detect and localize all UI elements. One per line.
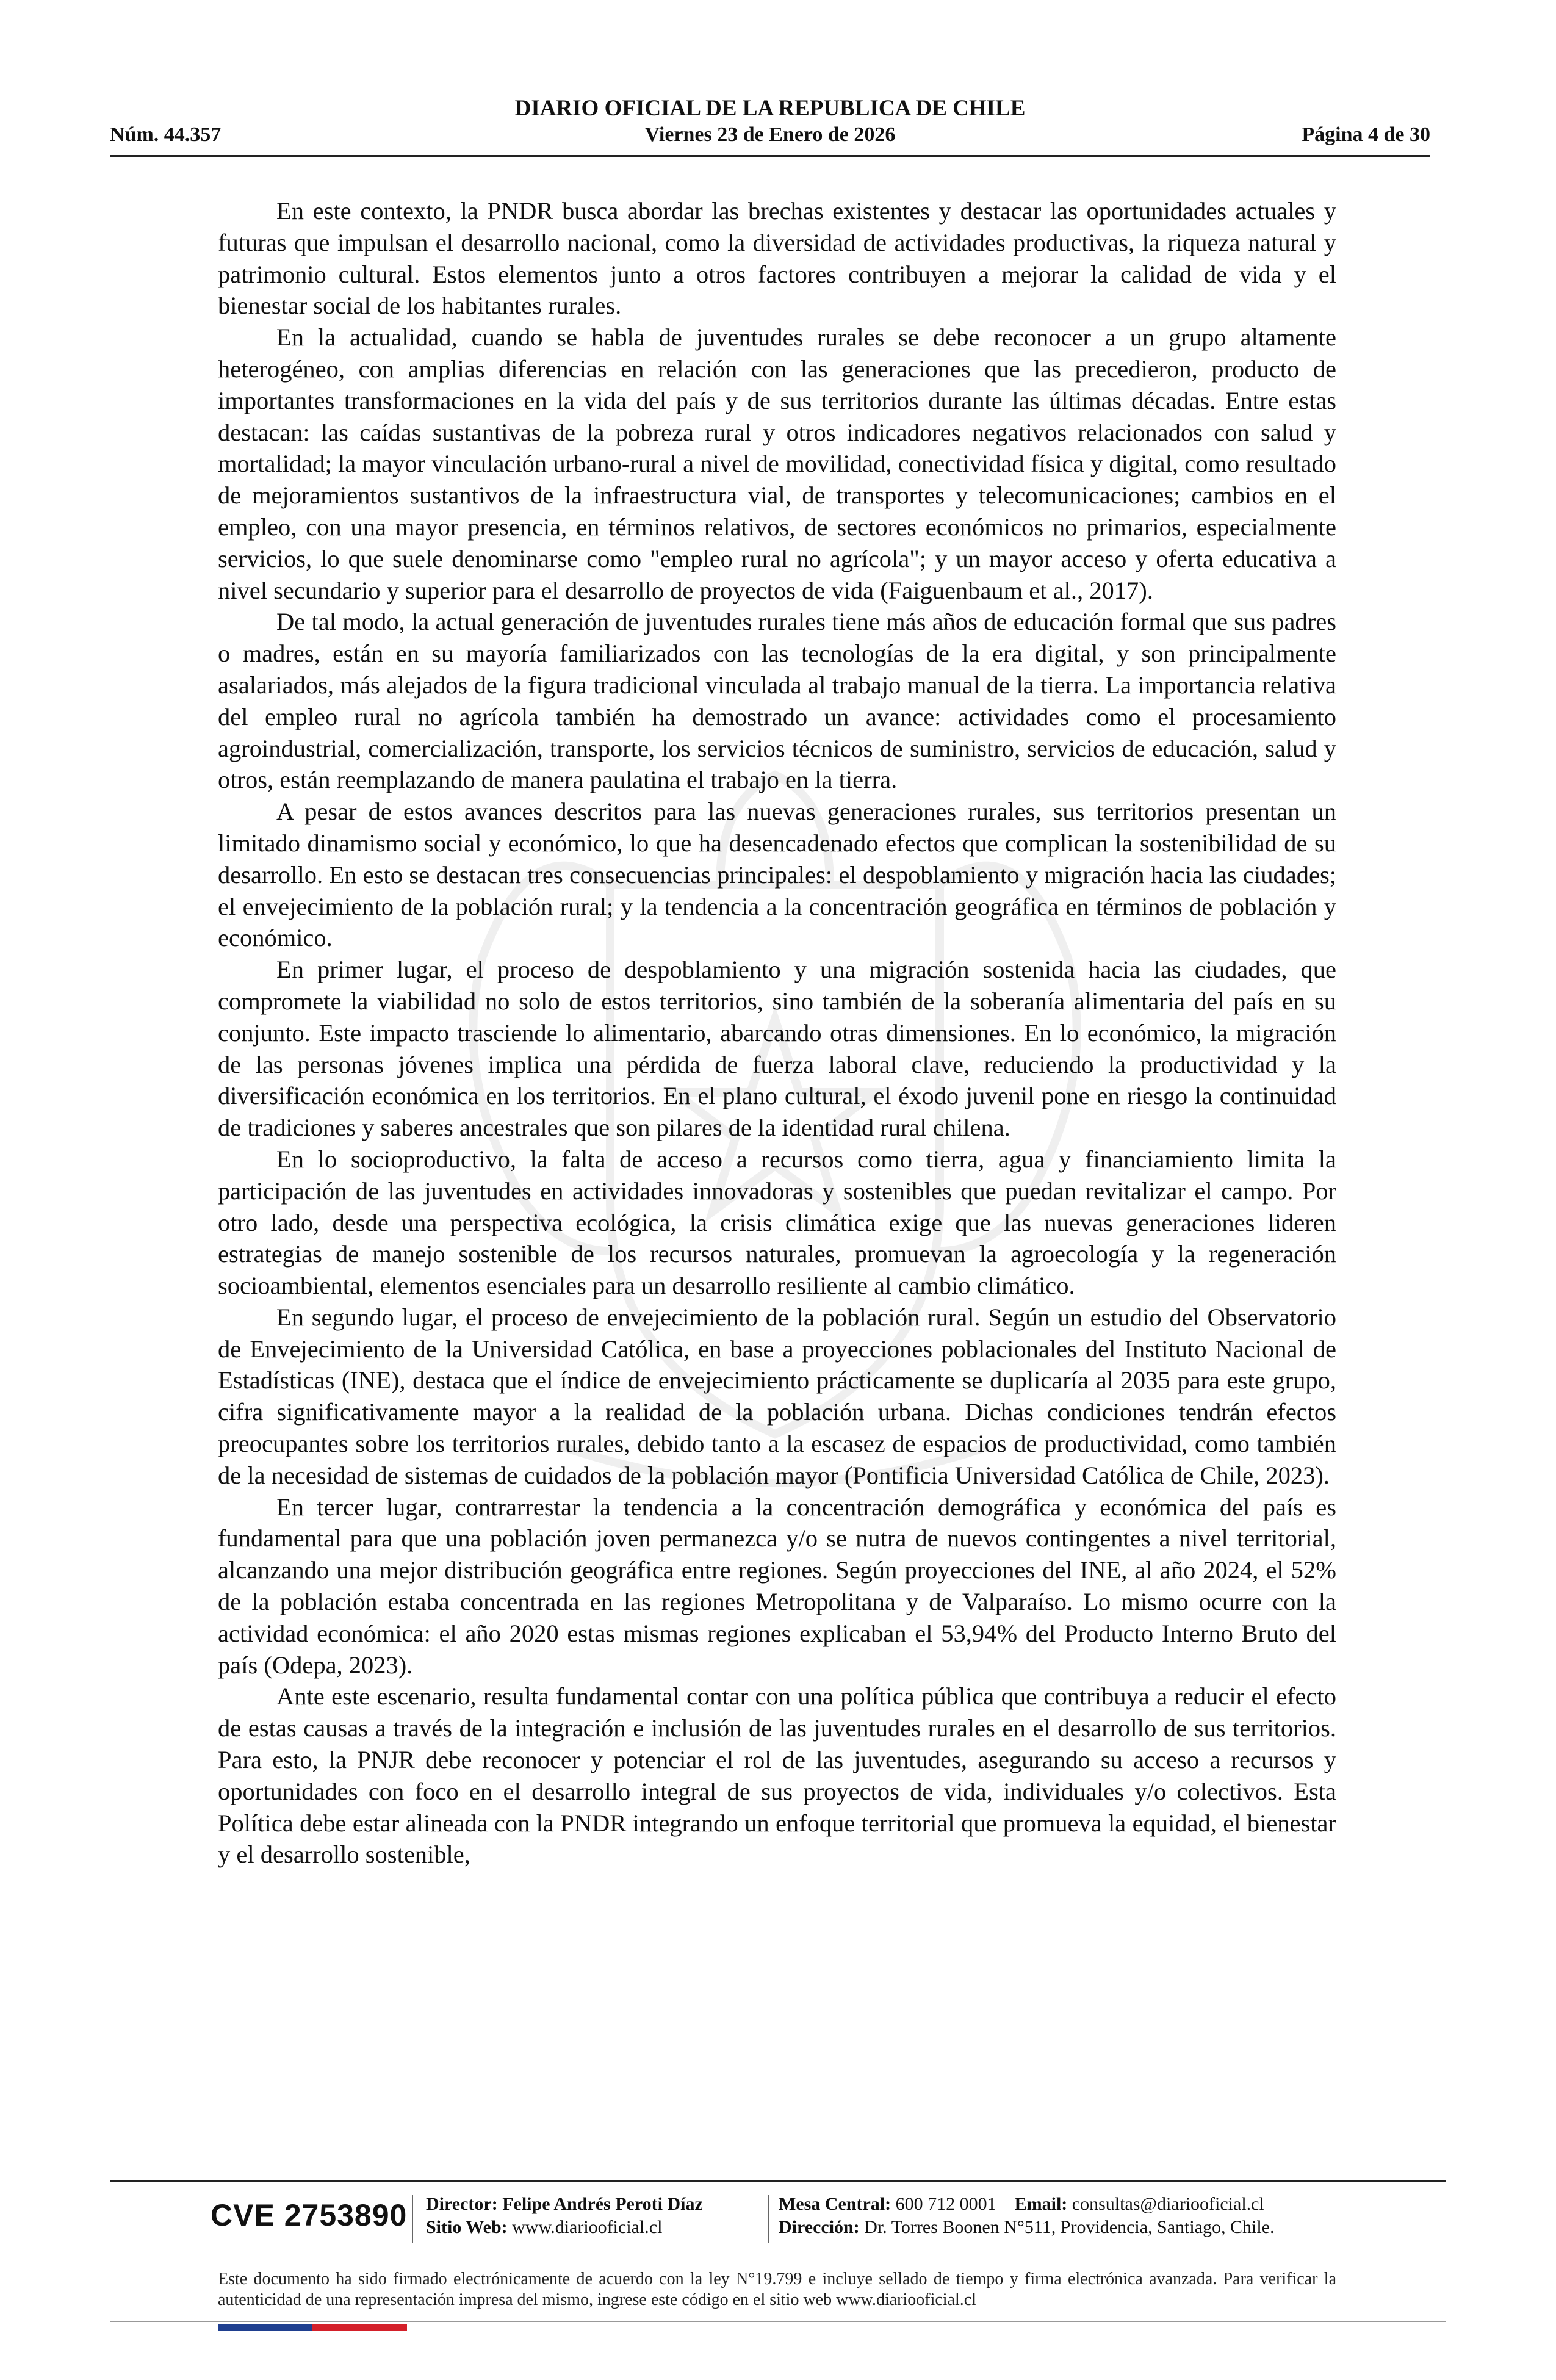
flag-blue-segment <box>218 2324 312 2331</box>
email-label: Email: <box>1014 2194 1068 2214</box>
paragraph: A pesar de estos avances descritos para las nuevas generaciones rurales, sus territorios presentan un limitado dinamismo social y económico, lo que ha desencadenado efectos que complican la sostenibilidad de su desarrollo. En esto se destacan tres consecuencias principales: el despoblamiento y migración hacia las ciudades; el envejecimiento de la población rural; y la tendencia a la concentración geográfica en términos de población y económico. <box>218 798 1336 952</box>
phone-label: Mesa Central: <box>779 2194 891 2214</box>
signature-notice: Este documento ha sido firmado electrónicamente de acuerdo con la ley N°19.799 e incluye sellado de tiempo y firma electrónica avanzada. Para verificar la autenticidad de una representación impresa del mismo, ingrese este código en el sitio web www.diariooficial.cl <box>218 2270 1336 2309</box>
page-header <box>110 92 1430 159</box>
header-divider <box>110 155 1430 157</box>
cve-code: CVE 2753890 <box>211 2198 408 2232</box>
director-label: Director: <box>426 2194 498 2214</box>
document-body <box>218 195 1336 1870</box>
paragraph: En tercer lugar, contrarrestar la tendencia a la concentración demográfica y económica del país es fundamental para que una población joven permanezca y/o se nutra de nuevos contingentes a nivel territorial, alcanzando una mejor distribución geográfica entre regiones. Según proyecciones del INE, al año 2024, el 52% de la población estaba concentrada en las regiones Metropolitana y de Valparaíso. Lo mismo ocurre con la actividad económica: el año 2020 estas mismas regiones explicaban el 53,94% del Producto Interno Bruto del país (Odepa, 2023). <box>218 1493 1336 1679</box>
paragraph: En segundo lugar, el proceso de envejecimiento de la población rural. Según un estudio del Observatorio de Envejecimiento de la Universidad Católica, en base a proyecciones poblacionales del Instituto Nacional de Estadísticas (INE), destaca que el índice de envejecimiento prácticamente se duplicaría al 2035 para este grupo, cifra significativamente mayor a la realidad de la población urbana. Dichas condiciones tendrán efectos preocupantes sobre los territorios rurales, debido tanto a la escasez de espacios de productividad, como también de la necesidad de sistemas de cuidados de la población mayor (Pontificia Universidad Católica de Chile, 2023). <box>218 1303 1336 1489</box>
footer-divider <box>110 2180 1446 2182</box>
phone-number: 600 712 0001 <box>895 2194 996 2214</box>
page-footer <box>110 2187 1446 2254</box>
flag-bar <box>218 2324 407 2331</box>
footer-contact-block <box>779 2193 1275 2239</box>
website-label: Sitio Web: <box>426 2217 508 2237</box>
director-name: Felipe Andrés Peroti Díaz <box>502 2194 703 2214</box>
header-meta-row <box>110 123 1430 153</box>
email-link[interactable]: consultas@diariooficial.cl <box>1072 2194 1264 2214</box>
address-label: Dirección: <box>779 2217 860 2237</box>
paragraph: Ante este escenario, resulta fundamental contar con una política pública que contribuya a reducir el efecto de estas causas a través de la integración e inclusión de las juventudes rurales en el desarrollo de sus territorios. Para esto, la PNJR debe reconocer y potenciar el rol de las juventudes, asegurando su acceso a recursos y oportunidades con foco en el desarrollo integral de sus proyectos de vida, individuales y/o colectivos. Esta Política debe estar alineada con la PNDR integrando un enfoque territorial que promueva la equidad, el bienestar y el desarrollo sostenible, <box>218 1682 1336 1869</box>
publication-title: DIARIO OFICIAL DE LA REPUBLICA DE CHILE <box>514 96 1026 121</box>
issue-number: Núm. 44.357 <box>110 123 222 146</box>
paragraph: En este contexto, la PNDR busca abordar las brechas existentes y destacar las oportunidades actuales y futuras que impulsan el desarrollo nacional, como la diversidad de actividades productivas, la riqueza natural y patrimonio cultural. Estos elementos junto a otros factores contribuyen a mejorar la calidad de vida y el bienestar social de los habitantes rurales. <box>218 197 1336 320</box>
website-link[interactable]: www.diariooficial.cl <box>512 2217 663 2237</box>
flag-red-segment <box>312 2324 407 2331</box>
footer-separator <box>412 2195 413 2243</box>
issue-date: Viernes 23 de Enero de 2026 <box>644 123 896 146</box>
paragraph: En primer lugar, el proceso de despoblamiento y una migración sostenida hacia las ciudades, que compromete la viabilidad no solo de estos territorios, sino también de la soberanía alimentaria del país en su conjunto. Este impacto trasciende lo alimentario, abarcando otras dimensiones. En lo económico, la migración de las personas jóvenes implica una pérdida de fuerza laboral clave, reduciendo la productividad y la diversificación económica en los territorios. En el plano cultural, el éxodo juvenil pone en riesgo la continuidad de tradiciones y saberes ancestrales que son pilares de la identidad rural chilena. <box>218 956 1336 1142</box>
bottom-divider <box>110 2321 1446 2322</box>
footer-director-block <box>426 2193 703 2239</box>
paragraph: De tal modo, la actual generación de juventudes rurales tiene más años de educación formal que sus padres o madres, están en su mayoría familiarizados con las tecnologías de la era digital, y son principalmente asalariados, más alejados de la figura tradicional vinculada al trabajo manual de la tierra. La importancia relativa del empleo rural no agrícola también ha demostrado un avance: actividades como el procesamiento agroindustrial, comercialización, transporte, los servicios técnicos de suministro, servicios de educación, salud y otros, están reemplazando de manera paulatina el trabajo en la tierra. <box>218 608 1336 794</box>
address-value: Dr. Torres Boonen N°511, Providencia, Santiago, Chile. <box>864 2217 1275 2237</box>
paragraph: En lo socioproductivo, la falta de acceso a recursos como tierra, agua y financiamiento limita la participación de las juventudes en actividades innovadoras y sostenibles que puedan revitalizar el campo. Por otro lado, desde una perspectiva ecológica, la crisis climática exige que las nuevas generaciones lideren estrategias de manejo sostenible de los recursos naturales, promuevan la agroecología y la regeneración socioambiental, elementos esenciales para un desarrollo resiliente al cambio climático. <box>218 1145 1336 1300</box>
footer-separator <box>768 2195 769 2243</box>
page-indicator: Página 4 de 30 <box>1302 123 1430 146</box>
paragraph: En la actualidad, cuando se habla de juventudes rurales se debe reconocer a un grupo altamente heterogéneo, con amplias diferencias en relación con las generaciones que las precedieron, producto de importantes transformaciones en la vida del país y de sus territorios durante las últimas décadas. Entre estas destacan: las caídas sustantivas de la pobreza rural y otros indicadores negativos relacionados con salud y mortalidad; la mayor vinculación urbano-rural a nivel de movilidad, conectividad física y digital, como resultado de mejoramientos sustantivos de la infraestructura vial, de transportes y telecomunicaciones; cambios en el empleo, con una mayor presencia, en términos relativos, de sectores económicos no primarios, especialmente servicios, lo que suele denominarse como "empleo rural no agrícola"; y un mayor acceso y oferta educativa a nivel secundario y superior para el desarrollo de proyectos de vida (Faiguenbaum et al., 2017). <box>218 323 1336 604</box>
